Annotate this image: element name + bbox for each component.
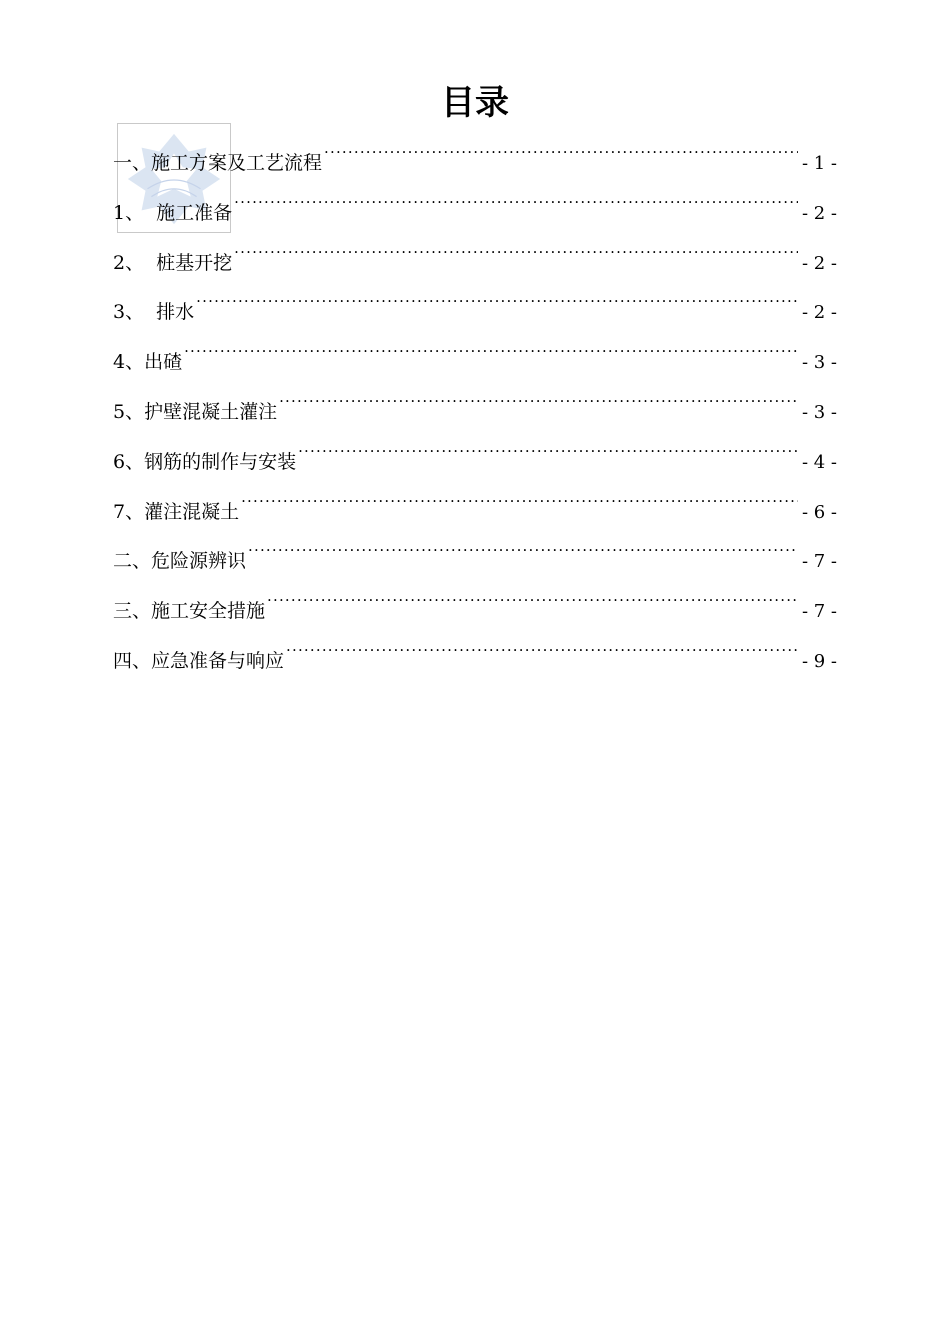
toc-entry[interactable] [113,439,837,489]
toc-dot-leader [184,349,798,368]
table-of-contents [113,140,837,688]
toc-entry[interactable] [113,489,837,539]
toc-entry-label: 7、灌注混凝土 [113,500,240,523]
toc-entry-page: - 7 - [801,601,837,623]
toc-dot-leader [196,299,798,318]
toc-entry-page: - 2 - [801,252,837,274]
toc-entry-page: - 7 - [801,551,837,573]
toc-dot-leader [248,548,798,567]
toc-dot-leader [324,150,798,169]
toc-entry[interactable] [113,339,837,389]
toc-entry-label: 三、施工安全措施 [113,600,266,623]
toc-entry[interactable] [113,140,837,190]
toc-entry-page: - 2 - [801,202,837,224]
toc-dot-leader [267,598,798,617]
toc-dot-leader [234,250,798,269]
toc-entry-page: - 6 - [801,501,837,523]
toc-dot-leader [241,499,798,518]
toc-entry-label: 4、出碴 [113,351,183,374]
page-title: 目录 [441,83,509,123]
toc-entry[interactable] [113,389,837,439]
toc-dot-leader [286,648,798,667]
toc-dot-leader [279,399,798,418]
toc-entry-label: 6、钢筋的制作与安装 [113,450,297,473]
toc-entry-page: - 3 - [801,401,837,423]
toc-entry-label: 一、施工方案及工艺流程 [113,152,323,174]
toc-entry-label: 2、 桩基开挖 [113,251,233,274]
toc-entry[interactable] [113,588,837,638]
toc-entry[interactable] [113,289,837,339]
toc-entry-label: 3、 排水 [113,301,195,324]
toc-entry[interactable] [113,638,837,688]
toc-entry-page: - 4 - [801,451,837,473]
toc-dot-leader [234,200,798,219]
toc-entry-label: 5、护壁混凝土灌注 [113,400,278,423]
toc-entry-page: - 1 - [801,153,837,174]
toc-entry[interactable] [113,240,837,290]
toc-entry[interactable] [113,538,837,588]
toc-dot-leader [298,449,798,468]
toc-entry-label: 1、 施工准备 [113,201,233,224]
toc-entry-page: - 2 - [801,302,837,324]
toc-entry-page: - 9 - [801,650,837,672]
toc-entry-label: 四、应急准备与响应 [113,649,285,672]
toc-entry-page: - 3 - [801,352,837,374]
toc-entry-label: 二、危险源辨识 [113,550,247,573]
toc-entry[interactable] [113,190,837,240]
